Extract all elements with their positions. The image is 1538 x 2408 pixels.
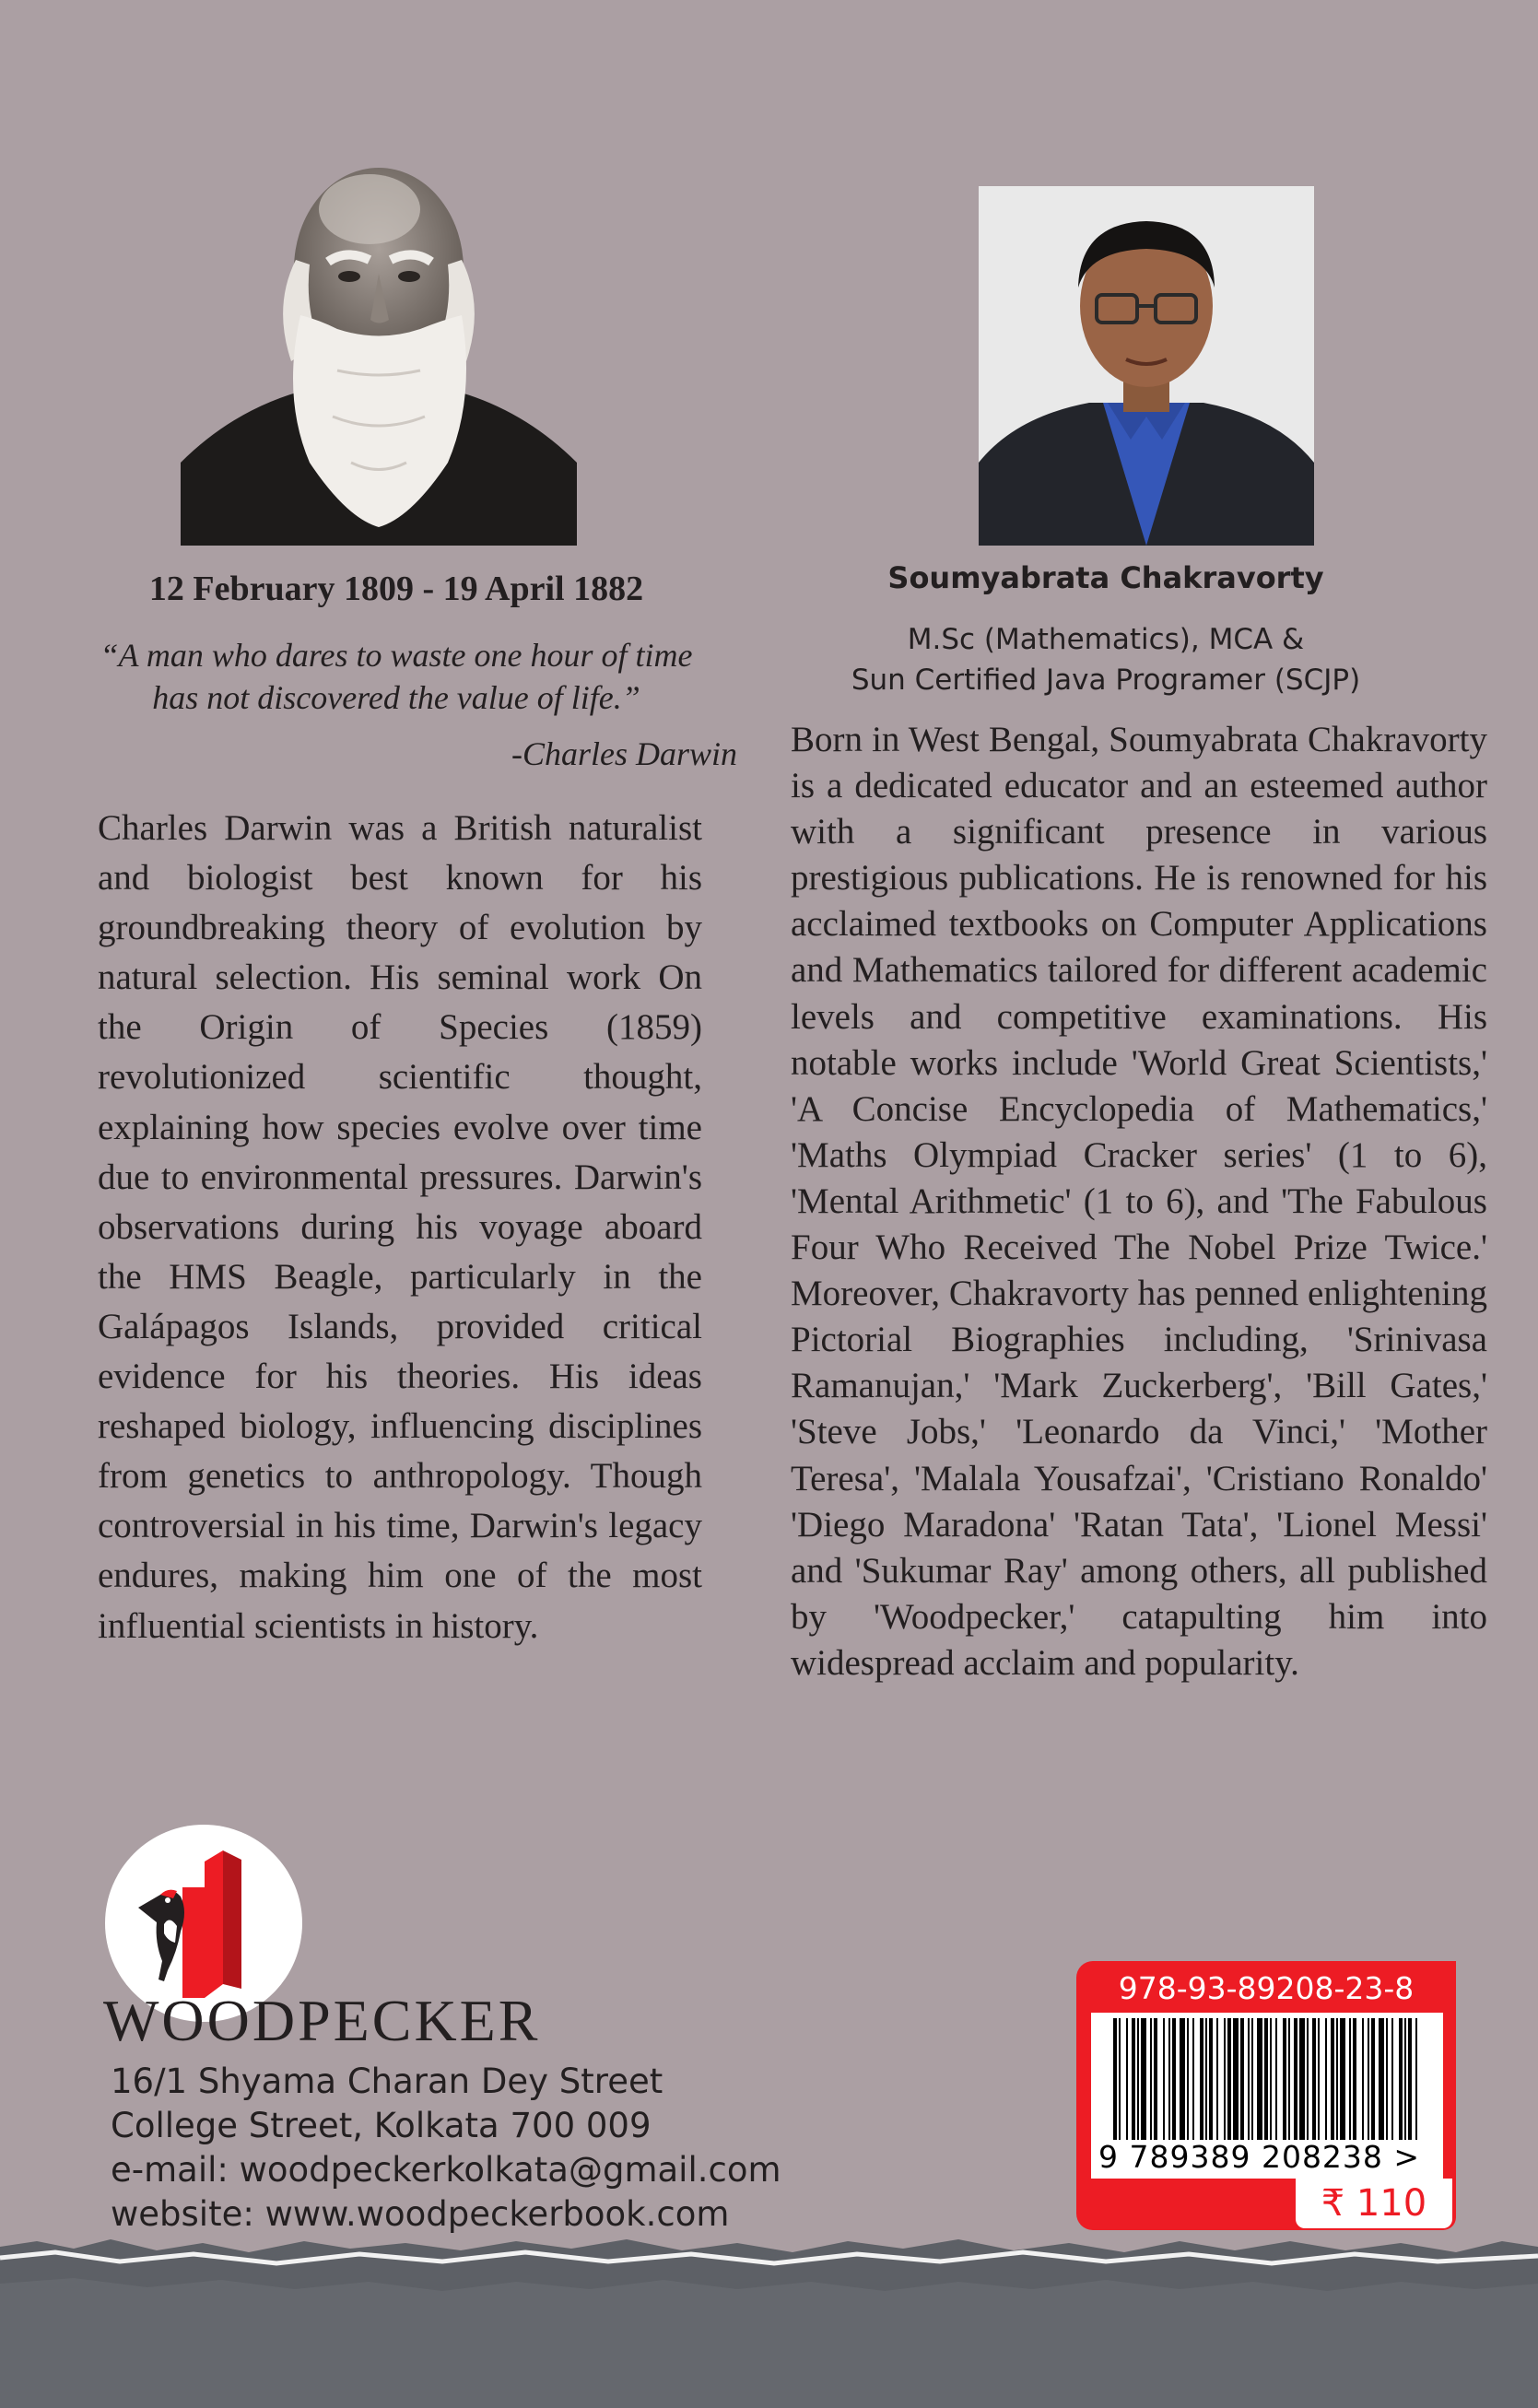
barcode-bar <box>1340 2018 1345 2140</box>
barcode-bar <box>1404 2018 1406 2140</box>
barcode-bar <box>1163 2018 1165 2140</box>
barcode-bar <box>1248 2018 1250 2140</box>
darwin-quote-attribution: -Charles Darwin <box>511 735 737 772</box>
author-name: Soumyabrata Chakravorty <box>887 560 1324 595</box>
darwin-quote <box>74 634 719 719</box>
barcode-bar <box>1379 2018 1384 2140</box>
barcode-bar <box>1233 2018 1239 2140</box>
barcode-bar <box>1275 2018 1277 2140</box>
barcode-bar <box>1399 2018 1403 2140</box>
barcode-bar <box>1209 2018 1213 2140</box>
barcode-bar <box>1368 2018 1369 2140</box>
barcode-bar <box>1312 2018 1316 2140</box>
author-qualification-line: M.Sc (Mathematics), MCA & <box>907 623 1305 656</box>
barcode-bar <box>1288 2018 1290 2140</box>
barcode-bar <box>1386 2018 1388 2140</box>
barcode-bar <box>1172 2018 1176 2140</box>
isbn-number: 978-93-89208-23-8 <box>1118 1970 1415 2006</box>
barcode-bar <box>1192 2018 1194 2140</box>
publisher-address: College Street, Kolkata 700 009 <box>111 2106 652 2145</box>
barcode-bar <box>1294 2018 1297 2140</box>
barcode-bar <box>1270 2018 1272 2140</box>
price-tag: ₹ 110 <box>1296 2179 1452 2228</box>
barcode-bar <box>1251 2018 1253 2140</box>
barcode-bar <box>1141 2018 1146 2140</box>
barcode-panel <box>1091 2013 1443 2179</box>
barcode-bar <box>1325 2018 1327 2140</box>
barcode-bar <box>1371 2018 1375 2140</box>
barcode-digits: 9 789389 208238 > <box>1098 2139 1421 2175</box>
barcode-bars <box>1097 2018 1438 2140</box>
publisher-name: WOODPECKER <box>103 1988 541 2053</box>
isbn-barcode-block <box>1076 1961 1456 2230</box>
barcode-bar <box>1257 2018 1262 2140</box>
barcode-bar <box>1283 2018 1286 2140</box>
barcode-bar <box>1331 2018 1334 2140</box>
barcode-bar <box>1154 2018 1157 2140</box>
publisher-website: website: www.woodpeckerbook.com <box>111 2194 730 2234</box>
barcode-bar <box>1299 2018 1305 2140</box>
barcode-bar <box>1150 2018 1152 2140</box>
barcode-bar <box>1240 2018 1244 2140</box>
barcode-bar <box>1349 2018 1351 2140</box>
author-qualification-line: Sun Certified Java Programer (SCJP) <box>851 664 1361 697</box>
barcode-bar <box>1187 2018 1189 2140</box>
barcode-bar <box>1200 2018 1203 2140</box>
barcode-bar <box>1180 2018 1185 2140</box>
barcode-bar <box>1264 2018 1268 2140</box>
barcode-bar <box>1307 2018 1309 2140</box>
barcode-bar <box>1168 2018 1170 2140</box>
barcode-bar <box>1224 2018 1226 2140</box>
charles-darwin-portrait <box>181 159 577 546</box>
publisher-address: 16/1 Shyama Charan Dey Street <box>111 2061 663 2101</box>
barcode-bar <box>1353 2018 1356 2140</box>
author-portrait <box>979 186 1314 546</box>
barcode-bar <box>1126 2018 1128 2140</box>
barcode-bar <box>1415 2018 1417 2140</box>
barcode-bar <box>1336 2018 1338 2140</box>
barcode-bar <box>1391 2018 1393 2140</box>
torn-bottom-band <box>0 2230 1538 2408</box>
darwin-life-dates: 12 February 1809 - 19 April 1882 <box>148 570 644 608</box>
barcode-bar <box>1137 2018 1139 2140</box>
darwin-quote-line: has not discovered the value of life.” <box>152 679 640 716</box>
publisher-email: e-mail: woodpeckerkolkata@gmail.com <box>111 2150 781 2190</box>
barcode-bar <box>1113 2018 1117 2140</box>
barcode-bar <box>1205 2018 1207 2140</box>
publisher-contact <box>111 2060 781 2237</box>
barcode-bar <box>1362 2018 1364 2140</box>
barcode-bar <box>1132 2018 1135 2140</box>
author-biography: Born in West Bengal, Soumyabrata Chakravorty is a dedicated educator and an esteemed author with a significant presence in various prestigious publications. He is renowned for his acclaimed textbooks on Computer Applications and Mathematics tailored for different academic levels and competitive examinations. His notable works include 'World Great Scientists,' 'A Concise Encyclopedia of Mathematics,' 'Maths Olympiad Cracker series' (1 to 6), 'Mental Arithmetic' (1 to 6), and 'The Fabulous Four Who Received The Nobel Prize Twice.' Moreover, Chakravorty has penned enlightening Pictorial Biographies including, 'Srinivasa Ramanujan,' 'Mark Zuckerberg', 'Bill Gates,' 'Steve Jobs,' 'Leonardo da Vinci,' 'Mother Teresa', 'Malala Yousafzai', 'Cristiano Ronaldo' 'Diego Maradona' 'Ratan Tata', 'Lionel Messi' and 'Sukumar Ray' among others, all published by 'Woodpecker,' catapulting him into widespread acclaim and popularity. <box>791 720 1487 1683</box>
darwin-biography: Charles Darwin was a British naturalist and biologist best known for his groundbreaking theory of evolution by natural selection. His seminal work On the Origin of Species (1859) revolutionized scientific thought, explaining how species evolve over time due to environmental pressures. Darwin's observations during his voyage aboard the HMS Beagle, particularly in the Galápagos Islands, provided critical evidence for his theories. His ideas reshaped biology, influencing disciplines from genetics to anthropology. Though controversial in his time, Darwin's legacy endures, making him one of the most influential scientists in history. <box>98 808 702 1646</box>
darwin-quote-line: “A man who dares to waste one hour of time <box>100 637 693 674</box>
barcode-bar <box>1119 2018 1121 2140</box>
barcode-bar <box>1408 2018 1412 2140</box>
barcode-bar <box>1318 2018 1320 2140</box>
barcode-bar <box>1227 2018 1231 2140</box>
author-qualifications <box>774 619 1438 700</box>
barcode-bar <box>1216 2018 1218 2140</box>
